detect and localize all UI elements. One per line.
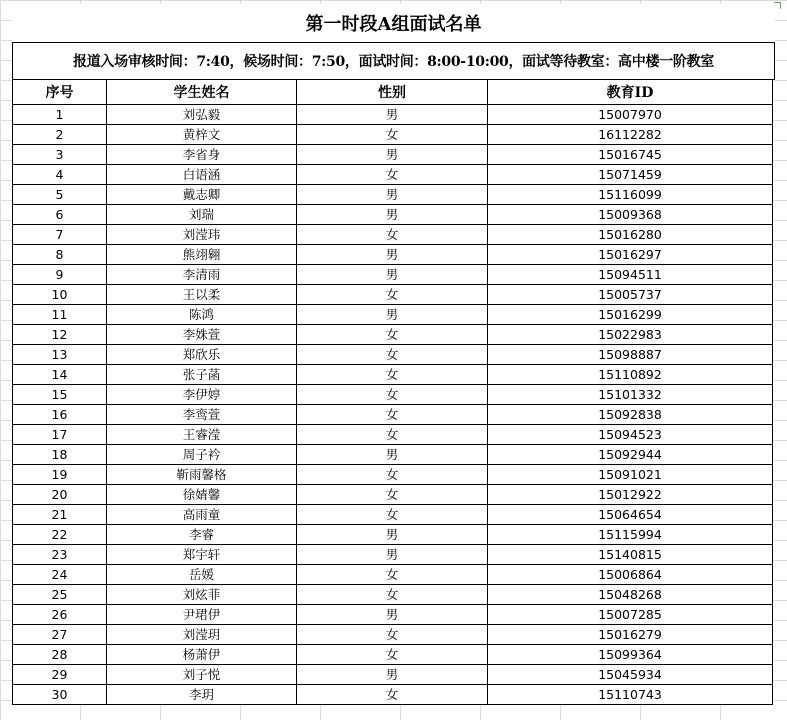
cell-no[interactable]: 28 bbox=[13, 645, 107, 665]
cell-no[interactable]: 1 bbox=[13, 105, 107, 125]
table-row bbox=[13, 445, 773, 465]
table-row bbox=[13, 385, 773, 405]
table-row bbox=[13, 625, 773, 645]
cell-id[interactable]: 15116099 bbox=[488, 185, 773, 205]
cell-no[interactable]: 25 bbox=[13, 585, 107, 605]
cell-no[interactable]: 23 bbox=[13, 545, 107, 565]
cell-name[interactable]: 杨萧伊 bbox=[107, 645, 297, 665]
table-row bbox=[13, 325, 773, 345]
table-row bbox=[13, 205, 773, 225]
cell-gender[interactable]: 男 bbox=[297, 105, 488, 125]
cell-id[interactable]: 15016280 bbox=[488, 225, 773, 245]
cell-gender[interactable]: 男 bbox=[297, 265, 488, 285]
cell-no[interactable]: 15 bbox=[13, 385, 107, 405]
cell-id[interactable]: 15140815 bbox=[488, 545, 773, 565]
cell-no[interactable]: 17 bbox=[13, 425, 107, 445]
cell-id[interactable]: 15099364 bbox=[488, 645, 773, 665]
table-row bbox=[13, 105, 773, 125]
cell-name[interactable]: 熊翊翱 bbox=[107, 245, 297, 265]
cell-gender[interactable]: 男 bbox=[297, 545, 488, 565]
cell-id[interactable]: 15006864 bbox=[488, 565, 773, 585]
cell-id[interactable]: 15094523 bbox=[488, 425, 773, 445]
cell-id[interactable]: 15045934 bbox=[488, 665, 773, 685]
table-row bbox=[13, 485, 773, 505]
cell-name[interactable]: 李省身 bbox=[107, 145, 297, 165]
cell-no[interactable]: 4 bbox=[13, 165, 107, 185]
table-row bbox=[13, 265, 773, 285]
table-row bbox=[13, 365, 773, 385]
cell-no[interactable]: 11 bbox=[13, 305, 107, 325]
cell-gender[interactable]: 女 bbox=[297, 165, 488, 185]
cell-name[interactable]: 徐婧馨 bbox=[107, 485, 297, 505]
cell-gender[interactable]: 女 bbox=[297, 625, 488, 645]
table-row bbox=[13, 425, 773, 445]
cell-name[interactable]: 高雨童 bbox=[107, 505, 297, 525]
header-name[interactable]: 学生姓名 bbox=[107, 80, 297, 105]
cell-gender[interactable]: 女 bbox=[297, 225, 488, 245]
cell-name[interactable]: 陈鸿 bbox=[107, 305, 297, 325]
cell-gender[interactable]: 女 bbox=[297, 585, 488, 605]
cell-no[interactable]: 10 bbox=[13, 285, 107, 305]
cell-no[interactable]: 29 bbox=[13, 665, 107, 685]
cell-name[interactable]: 周子衿 bbox=[107, 445, 297, 465]
cell-id[interactable]: 15092944 bbox=[488, 445, 773, 465]
cell-no[interactable]: 19 bbox=[13, 465, 107, 485]
cell-id[interactable]: 15115994 bbox=[488, 525, 773, 545]
cell-no[interactable]: 8 bbox=[13, 245, 107, 265]
cell-no[interactable]: 3 bbox=[13, 145, 107, 165]
cell-no[interactable]: 9 bbox=[13, 265, 107, 285]
table-row bbox=[13, 465, 773, 485]
cell-name[interactable]: 李鸾萱 bbox=[107, 405, 297, 425]
cell-gender[interactable]: 男 bbox=[297, 145, 488, 165]
cell-gender[interactable]: 女 bbox=[297, 465, 488, 485]
cell-gender[interactable]: 女 bbox=[297, 505, 488, 525]
cell-gender[interactable]: 女 bbox=[297, 365, 488, 385]
cell-no[interactable]: 16 bbox=[13, 405, 107, 425]
cell-name[interactable]: 刘炫菲 bbox=[107, 585, 297, 605]
cell-name[interactable]: 李清雨 bbox=[107, 265, 297, 285]
cell-gender[interactable]: 男 bbox=[297, 605, 488, 625]
cell-no[interactable]: 26 bbox=[13, 605, 107, 625]
cell-gender[interactable]: 女 bbox=[297, 485, 488, 505]
cell-gender[interactable]: 女 bbox=[297, 405, 488, 425]
cell-gender[interactable]: 女 bbox=[297, 685, 488, 705]
cell-gender[interactable]: 女 bbox=[297, 125, 488, 145]
header-no[interactable]: 序号 bbox=[13, 80, 107, 105]
cell-gender[interactable]: 男 bbox=[297, 525, 488, 545]
cell-name[interactable]: 靳雨馨格 bbox=[107, 465, 297, 485]
cell-no[interactable]: 2 bbox=[13, 125, 107, 145]
cell-id[interactable]: 15092838 bbox=[488, 405, 773, 425]
cell-id[interactable]: 15016297 bbox=[488, 245, 773, 265]
cell-id[interactable]: 15016745 bbox=[488, 145, 773, 165]
cell-id[interactable]: 15110743 bbox=[488, 685, 773, 705]
table-row bbox=[13, 665, 773, 685]
cell-name[interactable]: 刘滢玮 bbox=[107, 225, 297, 245]
cell-id[interactable]: 15007285 bbox=[488, 605, 773, 625]
cell-gender[interactable]: 女 bbox=[297, 345, 488, 365]
cell-id[interactable]: 15016299 bbox=[488, 305, 773, 325]
cell-gender[interactable]: 女 bbox=[297, 425, 488, 445]
cell-no[interactable]: 18 bbox=[13, 445, 107, 465]
cell-name[interactable]: 尹珺伊 bbox=[107, 605, 297, 625]
cell-name[interactable]: 黄梓文 bbox=[107, 125, 297, 145]
cell-name[interactable]: 王以柔 bbox=[107, 285, 297, 305]
cell-gender[interactable]: 男 bbox=[297, 245, 488, 265]
table-row bbox=[13, 125, 773, 145]
table-row bbox=[13, 645, 773, 665]
table-row bbox=[13, 165, 773, 185]
cell-id[interactable]: 15094511 bbox=[488, 265, 773, 285]
cell-gender[interactable]: 女 bbox=[297, 285, 488, 305]
cell-no[interactable]: 24 bbox=[13, 565, 107, 585]
cell-name[interactable]: 李玥 bbox=[107, 685, 297, 705]
table-row bbox=[13, 605, 773, 625]
sheet-title[interactable]: 第一时段A组面试名单 bbox=[12, 4, 775, 42]
cell-gender[interactable]: 男 bbox=[297, 665, 488, 685]
cell-id[interactable]: 15022983 bbox=[488, 325, 773, 345]
cell-id[interactable]: 15005737 bbox=[488, 285, 773, 305]
cell-no[interactable]: 6 bbox=[13, 205, 107, 225]
cell-id[interactable]: 15091021 bbox=[488, 465, 773, 485]
cell-gender[interactable]: 女 bbox=[297, 325, 488, 345]
cell-id[interactable]: 15064654 bbox=[488, 505, 773, 525]
table-row bbox=[13, 505, 773, 525]
cell-name[interactable]: 刘滢玥 bbox=[107, 625, 297, 645]
header-id[interactable]: 教育ID bbox=[488, 80, 773, 105]
cell-gender[interactable]: 女 bbox=[297, 385, 488, 405]
table-row bbox=[13, 185, 773, 205]
cell-id[interactable]: 15016279 bbox=[488, 625, 773, 645]
header-gender[interactable]: 性别 bbox=[297, 80, 488, 105]
table-row bbox=[13, 245, 773, 265]
cell-name[interactable]: 李姝萱 bbox=[107, 325, 297, 345]
cell-no[interactable]: 7 bbox=[13, 225, 107, 245]
cell-name[interactable]: 郑欣乐 bbox=[107, 345, 297, 365]
cell-gender[interactable]: 男 bbox=[297, 205, 488, 225]
table-row bbox=[13, 145, 773, 165]
cell-name[interactable]: 刘子悦 bbox=[107, 665, 297, 685]
cell-id[interactable]: 15048268 bbox=[488, 585, 773, 605]
table-row bbox=[13, 405, 773, 425]
table-row bbox=[13, 345, 773, 365]
cell-name[interactable]: 郑宇轩 bbox=[107, 545, 297, 565]
cell-no[interactable]: 21 bbox=[13, 505, 107, 525]
cell-no[interactable]: 13 bbox=[13, 345, 107, 365]
cell-name[interactable]: 岳媛 bbox=[107, 565, 297, 585]
cell-name[interactable]: 李伊婷 bbox=[107, 385, 297, 405]
cell-id[interactable]: 15007970 bbox=[488, 105, 773, 125]
table-header-row bbox=[13, 80, 773, 105]
table-row bbox=[13, 585, 773, 605]
table-row bbox=[13, 305, 773, 325]
table-row bbox=[13, 285, 773, 305]
cell-gender[interactable]: 女 bbox=[297, 645, 488, 665]
cell-name[interactable]: 张子菡 bbox=[107, 365, 297, 385]
schedule-info-row[interactable]: 报道入场审核时间：7:40，候场时间：7:50，面试时间：8:00-10:00，面试等待教室：高中楼一阶教室 bbox=[12, 42, 775, 80]
cell-id[interactable]: 15098887 bbox=[488, 345, 773, 365]
cell-no[interactable]: 22 bbox=[13, 525, 107, 545]
cell-no[interactable]: 27 bbox=[13, 625, 107, 645]
cell-gender[interactable]: 男 bbox=[297, 185, 488, 205]
table-row bbox=[13, 545, 773, 565]
selection-corner-marker bbox=[774, 2, 781, 9]
table-row bbox=[13, 225, 773, 245]
table-row bbox=[13, 525, 773, 545]
cell-no[interactable]: 14 bbox=[13, 365, 107, 385]
cell-no[interactable]: 20 bbox=[13, 485, 107, 505]
cell-no[interactable]: 30 bbox=[13, 685, 107, 705]
cell-name[interactable]: 白语涵 bbox=[107, 165, 297, 185]
cell-name[interactable]: 刘弘毅 bbox=[107, 105, 297, 125]
cell-name[interactable]: 李睿 bbox=[107, 525, 297, 545]
cell-id[interactable]: 15110892 bbox=[488, 365, 773, 385]
cell-no[interactable]: 12 bbox=[13, 325, 107, 345]
cell-id[interactable]: 15101332 bbox=[488, 385, 773, 405]
cell-id[interactable]: 16112282 bbox=[488, 125, 773, 145]
cell-no[interactable]: 5 bbox=[13, 185, 107, 205]
cell-name[interactable]: 王睿滢 bbox=[107, 425, 297, 445]
cell-id[interactable]: 15009368 bbox=[488, 205, 773, 225]
student-list-table bbox=[12, 79, 773, 705]
cell-id[interactable]: 15012922 bbox=[488, 485, 773, 505]
table-row bbox=[13, 565, 773, 585]
cell-id[interactable]: 15071459 bbox=[488, 165, 773, 185]
table-row bbox=[13, 685, 773, 705]
cell-gender[interactable]: 女 bbox=[297, 565, 488, 585]
cell-gender[interactable]: 男 bbox=[297, 445, 488, 465]
cell-name[interactable]: 戴志卿 bbox=[107, 185, 297, 205]
cell-gender[interactable]: 男 bbox=[297, 305, 488, 325]
cell-name[interactable]: 刘瑞 bbox=[107, 205, 297, 225]
